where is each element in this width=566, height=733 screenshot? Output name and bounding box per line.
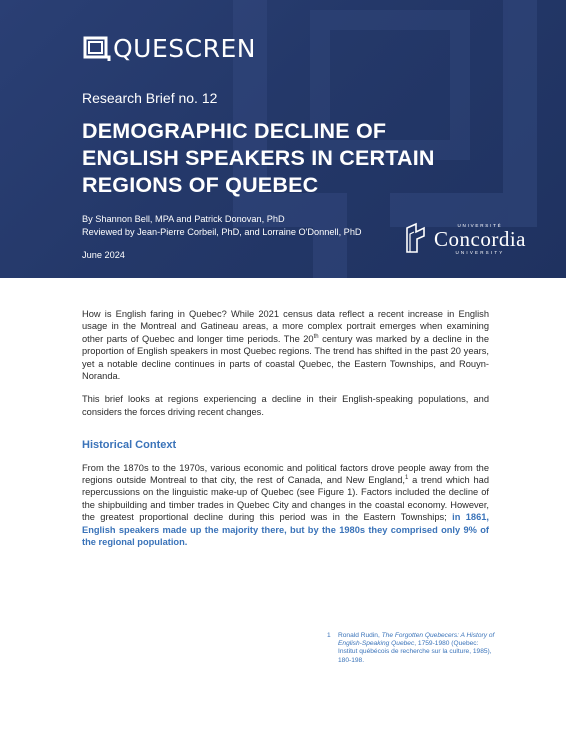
footnote-ref[interactable]: 1 [404, 474, 409, 481]
university-name: Concordia [434, 227, 526, 251]
intro-paragraph-2: This brief looks at regions experiencing a decline in their English-speaking populations, and considers the forces driving recent changes. [82, 394, 489, 417]
quescren-logo [82, 36, 256, 62]
authors-line: By Shannon Bell, MPA and Patrick Donovan, PhD [82, 214, 285, 224]
concordia-crest-icon [404, 222, 430, 256]
footnote-title: The Forgotten Quebecers: A History of English-Speaking Quebec [338, 632, 495, 648]
footnote-number: 1 [327, 632, 331, 639]
brief-label: Research Brief no. 12 [82, 90, 218, 106]
concordia-logo [404, 222, 526, 256]
page-title [82, 118, 482, 199]
header-banner [0, 0, 566, 278]
university-top-label: UNIVERSITÉ [457, 223, 503, 228]
title-line: ENGLISH SPEAKERS IN CERTAIN [82, 146, 435, 170]
body-content [82, 308, 489, 549]
intro-paragraph: How is English faring in Quebec? While 2021 census data reflect a recent increase in English usage in the Montreal and Gatineau areas, a more complex portrait emerges when examining other parts of Quebec and longer time periods. The 20th century was marked by a decline in the proportion of English speakers in most Quebec regions. The trend has shifted in the past 20 years, yet a notable decline continues in parts of coastal Quebec, the Eastern Townships, and Rouyn-Noranda. [82, 309, 489, 382]
quescren-logo-mark-icon [82, 36, 112, 62]
title-line: REGIONS OF QUEBEC [82, 173, 319, 197]
authors-block [82, 213, 362, 239]
publication-date: June 2024 [82, 250, 125, 260]
footnote: 1 Ronald Rudin, The Forgotten Quebecers: A History of English-Speaking Quebec, 1759-1980 (Quebec: Institut québécois de recherche sur la culture, 1985), 180-198. [327, 632, 495, 664]
logo-text: QUESCREN [113, 34, 256, 63]
university-bottom-label: UNIVERSITY [455, 250, 505, 255]
section-heading: Historical Context [82, 439, 177, 452]
reviewers-line: Reviewed by Jean-Pierre Corbeil, PhD, and Lorraine O'Donnell, PhD [82, 227, 362, 237]
historical-paragraph: From the 1870s to the 1970s, various economic and political factors drove people away from the regions outside Montreal to that city, the rest of Canada, and New England,$^1$ a trend which had repercussions on the linguistic make-up of Quebec (see Figure 1). Factors included the decline of the shipbuilding and timber trades in Quebec City and changes in the coastal economy. However, the greatest proportional decline during this period was in the Eastern Townships; in 1861, English speakers made up the majority there, but by the 1980s they comprised only 9% of the regional population. [82, 462, 490, 548]
title-line: DEMOGRAPHIC DECLINE OF [82, 119, 387, 143]
highlighted-text: in 1861, English speakers made up the majority there, but by the 1980s they comprised only 9% of the regional population. [82, 512, 489, 548]
